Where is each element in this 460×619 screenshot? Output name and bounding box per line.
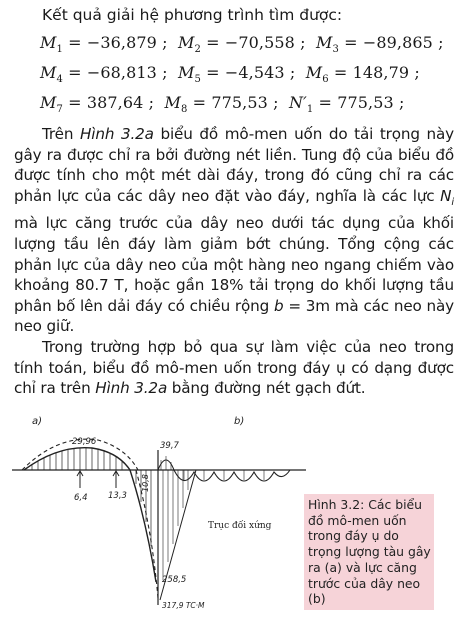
intro-line: Kết quả giải hệ phương trình tìm được: <box>42 6 343 24</box>
panel-b-hatching <box>161 456 264 480</box>
equation-row-3: $M_7 = 387,64$ ; $M_8 = 775,53$ ; $N'_1 = 775,53$ ; <box>40 93 405 116</box>
label-6-4: 6,4 <box>74 493 88 503</box>
panel-a-label: a) <box>32 416 43 427</box>
equation-row-1: $M_1 = -36,879$ ; $M_2 = -70,558$ ; $M_3 = -89,865$ ; <box>40 33 444 56</box>
moment-curve-solid-hump <box>24 448 130 470</box>
body-text <box>14 124 454 399</box>
panel-b-label: b) <box>234 416 245 427</box>
label-10-8: 10,8 <box>141 474 150 492</box>
label-39-7: 39,7 <box>160 441 179 451</box>
paragraph-2: Trong trường hợp bỏ qua sự làm việc của neo trong tính toán, biểu đồ mô-men uốn trong đáy ụ có dạng được chỉ ra trên Hình 3.2a bằng đường nét gạch đứt. <box>14 337 454 398</box>
panel-b-drop-hatching <box>163 470 188 580</box>
moment-diagram <box>8 410 308 615</box>
symmetry-axis-label: Trục đối xứng <box>208 521 272 531</box>
figure-reference: Hình 3.2a <box>80 125 154 143</box>
paragraph-1: Trên Hình 3.2a biểu đồ mô-men uốn do tải trọng này gây ra được chỉ ra bởi đường nét liền. Tung độ của biểu đồ được tính cho một mét dài đáy, trong đó cũng chỉ ra các phản lực của các dây neo đặt vào đáy, nghĩa là các lực $N_i$ mà lực căng trước của dây neo dưới tác dụng của khối lượng tầu lên đáy làm giảm bớt chúng. Tổng cộng các phản lực của dây neo của một hàng neo ngang chiếm vào khoảng 80.7 T, hoặc gần 18% tải trọng do khối lượng tầu phân bố lên dải đáy có chiều rộng b = 3m mà các neo này neo giữ. <box>14 125 454 336</box>
figure-caption: Hình 3.2: Các biểu đồ mô-men uốn trong đáy ụ do trọng lượng tàu gây ra (a) và lực căng trước của dây neo (b) <box>304 494 434 610</box>
label-258-5: 258,5 <box>162 575 187 585</box>
equation-row-2: $M_4 = -68,813$ ; $M_5 = -4,543$ ; $M_6 = 148,79$ ; <box>40 63 420 86</box>
figure-reference: Hình 3.2a <box>95 379 168 398</box>
label-13-3: 13,3 <box>108 491 127 501</box>
figure-3-2 <box>8 410 308 615</box>
label-317-9: 317,9 TC·M <box>162 601 205 610</box>
label-29-96: 29,96 <box>72 437 97 447</box>
